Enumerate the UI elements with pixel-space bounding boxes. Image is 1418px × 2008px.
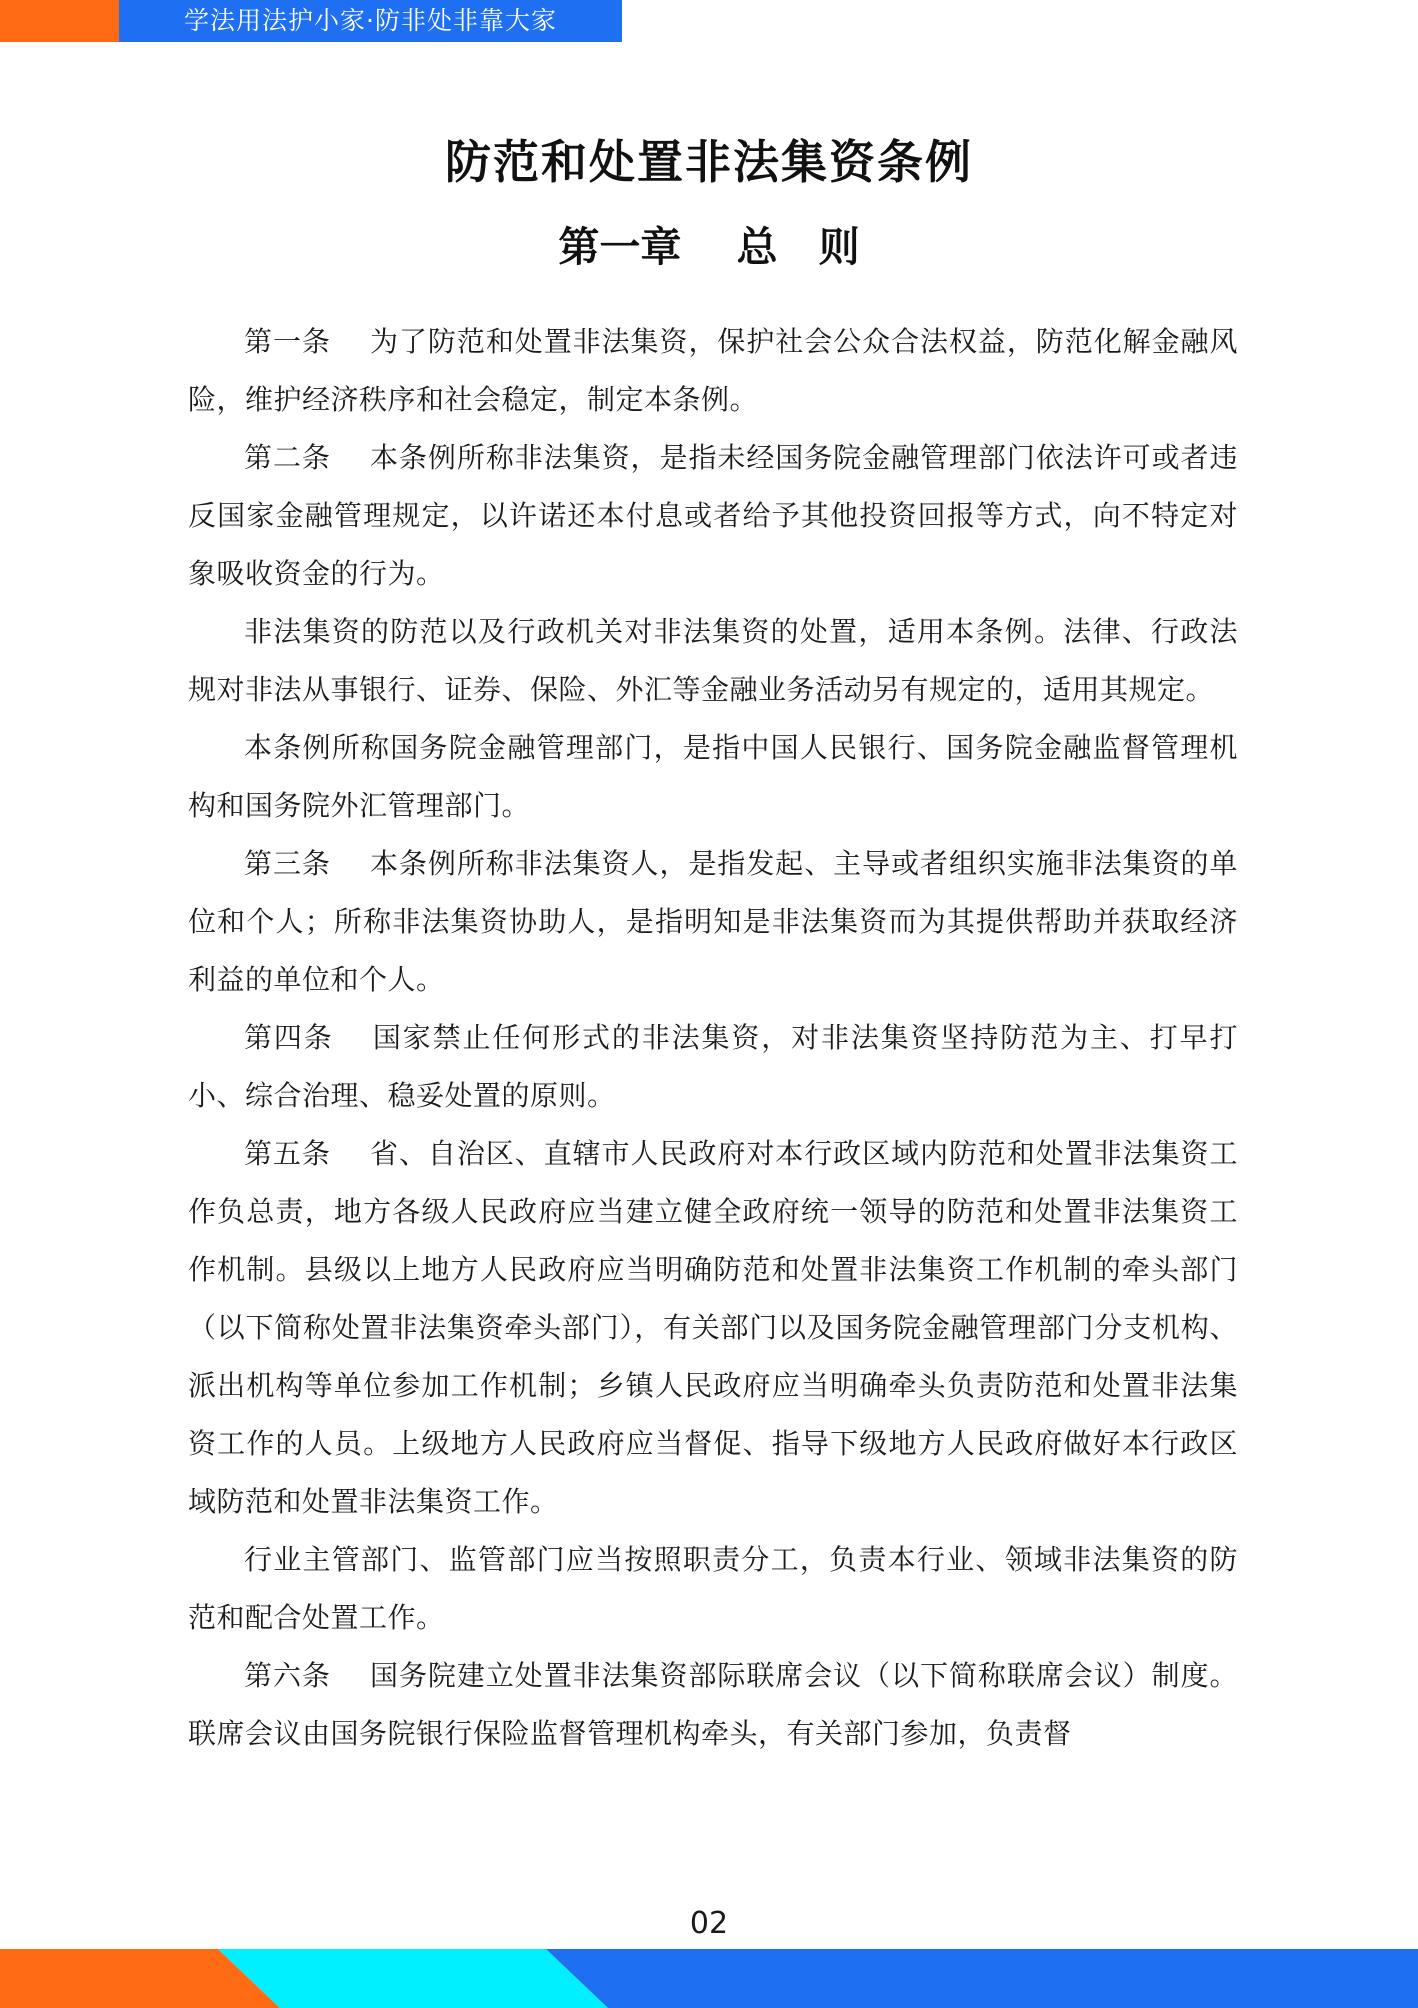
header-banner <box>0 0 622 42</box>
paragraph <box>188 1009 1238 1125</box>
paragraph <box>188 429 1238 603</box>
article-number: 第二条 <box>244 441 331 474</box>
paragraph-text: 国家禁止任何形式的非法集资，对非法集资坚持防范为主、打早打小、综合治理、稳妥处置的原则。 <box>188 1021 1238 1112</box>
paragraph-text: 国务院建立处置非法集资部际联席会议（以下简称联席会议）制度。联席会议由国务院银行保险监督管理机构牵头，有关部门参加，负责督 <box>188 1659 1238 1750</box>
article-number: 第四条 <box>244 1021 334 1054</box>
article-number: 第五条 <box>244 1137 331 1170</box>
paragraph <box>188 313 1238 429</box>
footer-cyan-segment <box>218 1949 608 2008</box>
paragraph-text: 省、自治区、直辖市人民政府对本行政区域内防范和处置非法集资工作负总责，地方各级人民政府应当建立健全政府统一领导的防范和处置非法集资工作机制。县级以上地方人民政府应当明确防范和处置非法集资工作机制的牵头部门（以下简称处置非法集资牵头部门），有关部门以及国务院金融管理部门分支机构、派出机构等单位参加工作机制；乡镇人民政府应当明确牵头负责防范和处置非法集资工作的人员。上级地方人民政府应当督促、指导下级地方人民政府做好本行政区域防范和处置非法集资工作。 <box>188 1137 1238 1518</box>
document-body <box>188 313 1238 1763</box>
paragraph-text: 本条例所称非法集资，是指未经国务院金融管理部门依法许可或者违反国家金融管理规定，以许诺还本付息或者给予其他投资回报等方式，向不特定对象吸收资金的行为。 <box>188 441 1238 590</box>
paragraph-text: 为了防范和处置非法集资，保护社会公众合法权益，防范化解金融风险，维护经济秩序和社会稳定，制定本条例。 <box>188 325 1238 416</box>
paragraph <box>188 1125 1238 1531</box>
chapter-title: 第一章 总 则 <box>558 223 860 271</box>
paragraph <box>188 719 1238 835</box>
paragraph <box>188 1647 1238 1763</box>
paragraph <box>188 603 1238 719</box>
paragraph-text: 本条例所称非法集资人，是指发起、主导或者组织实施非法集资的单位和个人；所称非法集资协助人，是指明知是非法集资而为其提供帮助并获取经济利益的单位和个人。 <box>188 847 1238 996</box>
article-number: 第一条 <box>244 325 331 358</box>
footer-banner <box>0 1949 1418 2008</box>
paragraph-text: 本条例所称国务院金融管理部门，是指中国人民银行、国务院金融监督管理机构和国务院外汇管理部门。 <box>188 731 1238 822</box>
page-number: 02 <box>689 1906 729 1941</box>
header-tagline: 学法用法护小家·防非处非靠大家 <box>119 0 622 42</box>
paragraph <box>188 1531 1238 1647</box>
footer-blue-segment <box>546 1949 1418 2008</box>
header-orange-block <box>0 0 119 42</box>
paragraph-text: 行业主管部门、监管部门应当按照职责分工，负责本行业、领域非法集资的防范和配合处置工作。 <box>188 1543 1238 1634</box>
article-number: 第三条 <box>244 847 331 880</box>
paragraph <box>188 835 1238 1009</box>
document-title: 防范和处置非法集资条例 <box>445 135 973 189</box>
article-number: 第六条 <box>244 1659 331 1692</box>
paragraph-text: 非法集资的防范以及行政机关对非法集资的处置，适用本条例。法律、行政法规对非法从事银行、证券、保险、外汇等金融业务活动另有规定的，适用其规定。 <box>188 615 1238 706</box>
